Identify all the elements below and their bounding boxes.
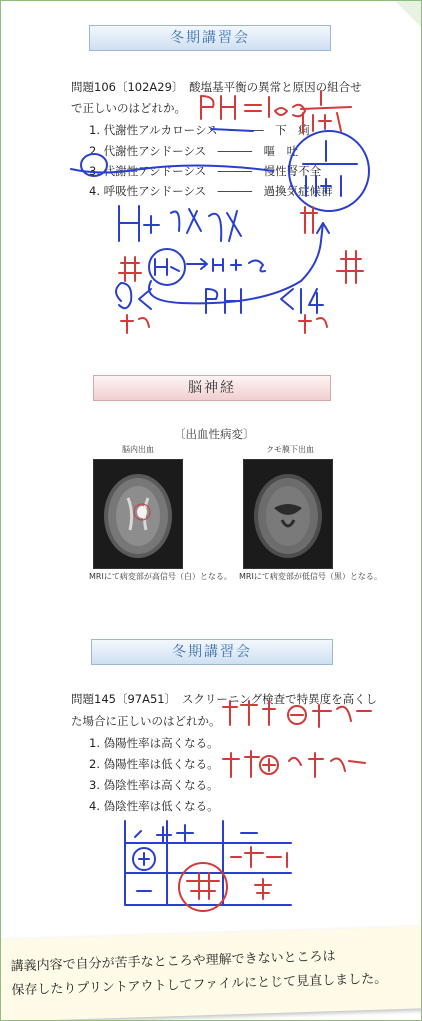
- mri-caption-1: MRIにて病変部が高信号（白）となる。: [89, 572, 232, 581]
- mri-title-1: 脳内出血: [122, 445, 154, 454]
- mri-title-2: クモ膜下出血: [266, 445, 314, 454]
- page3-option-3: 3. 偽陰性率は高くなる。: [89, 778, 219, 792]
- page3-banner: 冬期講習会: [91, 639, 333, 665]
- blue-ink-page1: [71, 129, 369, 905]
- page3-question-line2: た場合に正しいのはどれか。: [71, 714, 221, 728]
- caption-note: [1, 919, 421, 1020]
- page3-option-2: 2. 偽陽性率は低くなる。: [89, 757, 219, 771]
- red-ink-page1: [119, 91, 371, 911]
- note-line-1: 講義内容で自分が苦手なところや理解できないところは: [10, 949, 336, 975]
- page1-banner: 冬期講習会: [89, 25, 331, 51]
- handwritten-annotations: [1, 1, 421, 919]
- page3-option-4: 4. 偽陰性率は低くなる。: [89, 799, 219, 813]
- page1-question-line2: で正しいのはどれか。: [71, 101, 186, 115]
- page1-option-4: 4. 呼吸性アシドーシス ――― 過換気症候群: [89, 184, 333, 198]
- page2-subtitle: 〔出血性病変〕: [174, 427, 255, 441]
- page1-option-3: 3. 代謝性アシドーシス ――― 慢性腎不全: [89, 164, 322, 178]
- page1-question-line1: 問題106〔102A29〕 酸塩基平衡の異常と原因の組合せ: [71, 80, 362, 94]
- page3-option-1: 1. 偽陽性率は高くなる。: [89, 736, 219, 750]
- page2-banner: 脳神経: [93, 375, 331, 401]
- mri-caption-2: MRIにて病変部が低信号（黒）となる。: [239, 572, 382, 581]
- page1-option-1: 1. 代謝性アルカローシス ――― 下 痢: [89, 123, 310, 137]
- page1-option-2: 2. 代謝性アシドーシス ――― 嘔 吐: [89, 144, 299, 158]
- page3-question-line1: 問題145〔97A51〕 スクリーニング検査で特異度を高くし: [71, 692, 378, 706]
- note-line-2: 保存したりプリントアウトしてファイルにとじて見直しました。: [11, 971, 388, 999]
